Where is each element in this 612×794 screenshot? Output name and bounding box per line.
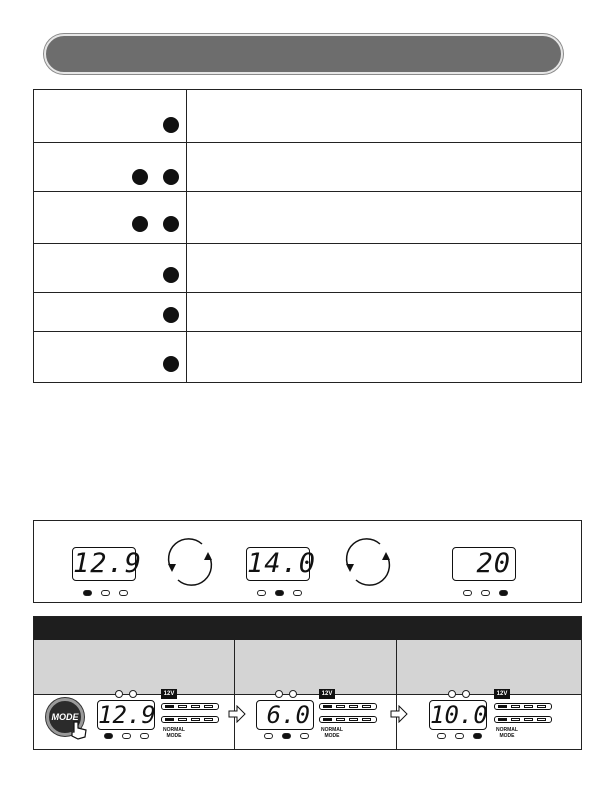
charge-bar-lower bbox=[319, 716, 377, 723]
charge-bar-lower bbox=[161, 716, 219, 723]
example-lcd-step-3: 10.0 bbox=[430, 701, 488, 729]
indicator-ring bbox=[289, 690, 297, 698]
led-on-icon bbox=[163, 117, 179, 133]
example-table-subheader bbox=[34, 640, 581, 695]
led-on-icon bbox=[132, 216, 148, 232]
display-cycle-panel bbox=[33, 520, 582, 603]
status-row-6-indicator-cell bbox=[34, 332, 187, 382]
indicator-ring bbox=[462, 690, 470, 698]
indicator-led-on bbox=[473, 733, 482, 739]
indicator-led-off bbox=[481, 590, 490, 596]
battery-12v-badge: 12V bbox=[319, 689, 335, 699]
status-row-1 bbox=[34, 90, 581, 143]
mode-example-table bbox=[33, 616, 582, 750]
indicator-ring bbox=[115, 690, 123, 698]
status-row-3 bbox=[34, 192, 581, 244]
mode-button-label: MODE bbox=[51, 712, 79, 722]
battery-12v-badge: 12V bbox=[494, 689, 510, 699]
status-row-2-indicator-cell bbox=[34, 143, 187, 191]
charge-bar-lower bbox=[494, 716, 552, 723]
indicator-led-off bbox=[455, 733, 464, 739]
lcd-display-voltage: 12.9 bbox=[73, 548, 143, 579]
next-step-arrow-icon bbox=[390, 705, 408, 723]
status-row-4-indicator-cell bbox=[34, 244, 187, 292]
normal-mode-label: NORMAL MODE bbox=[321, 727, 343, 739]
status-row-5 bbox=[34, 293, 581, 332]
status-row-2 bbox=[34, 143, 581, 192]
indicator-led-on bbox=[282, 733, 291, 739]
indicator-led-off bbox=[101, 590, 110, 596]
indicator-led-off bbox=[119, 590, 128, 596]
cycle-arrows-icon bbox=[162, 534, 218, 590]
indicator-led-off bbox=[300, 733, 309, 739]
lcd-display-charge-voltage: 14.0 bbox=[247, 548, 317, 579]
pointing-hand-icon bbox=[70, 720, 88, 740]
column-divider bbox=[234, 640, 235, 750]
status-indicator-table bbox=[33, 89, 582, 383]
next-step-arrow-icon bbox=[228, 705, 246, 723]
indicator-ring bbox=[129, 690, 137, 698]
example-lcd-step-1: 12.9 bbox=[98, 701, 156, 729]
example-lcd-step-2: 6.0 bbox=[256, 700, 314, 730]
example-table-header bbox=[34, 617, 581, 640]
indicator-led-on bbox=[104, 733, 113, 739]
normal-mode-label: NORMAL MODE bbox=[163, 727, 185, 739]
column-divider bbox=[396, 640, 397, 750]
status-row-3-indicator-cell bbox=[34, 192, 187, 243]
normal-mode-label: NORMAL MODE bbox=[496, 727, 518, 739]
charge-bar-upper bbox=[494, 703, 552, 710]
indicator-led-off bbox=[122, 733, 131, 739]
led-on-icon bbox=[163, 169, 179, 185]
cycle-arrows-icon bbox=[340, 534, 396, 590]
status-row-1-indicator-cell bbox=[34, 90, 187, 142]
lcd-display-current: 20 bbox=[452, 547, 516, 581]
indicator-ring bbox=[275, 690, 283, 698]
indicator-led-on bbox=[499, 590, 508, 596]
indicator-ring bbox=[448, 690, 456, 698]
status-row-5-indicator-cell bbox=[34, 293, 187, 331]
battery-12v-badge: 12V bbox=[161, 689, 177, 699]
indicator-led-off bbox=[293, 590, 302, 596]
led-on-icon bbox=[163, 307, 179, 323]
charge-bar-upper bbox=[161, 703, 219, 710]
led-on-icon bbox=[163, 216, 179, 232]
led-on-icon bbox=[163, 356, 179, 372]
indicator-led-off bbox=[463, 590, 472, 596]
section-header-bar bbox=[44, 34, 563, 74]
indicator-led-off bbox=[140, 733, 149, 739]
indicator-led-off bbox=[264, 733, 273, 739]
charge-bar-upper bbox=[319, 703, 377, 710]
indicator-led-off bbox=[257, 590, 266, 596]
led-on-icon bbox=[132, 169, 148, 185]
status-row-6 bbox=[34, 332, 581, 382]
indicator-led-on bbox=[275, 590, 284, 596]
led-on-icon bbox=[163, 267, 179, 283]
status-row-4 bbox=[34, 244, 581, 293]
indicator-led-off bbox=[437, 733, 446, 739]
indicator-led-on bbox=[83, 590, 92, 596]
